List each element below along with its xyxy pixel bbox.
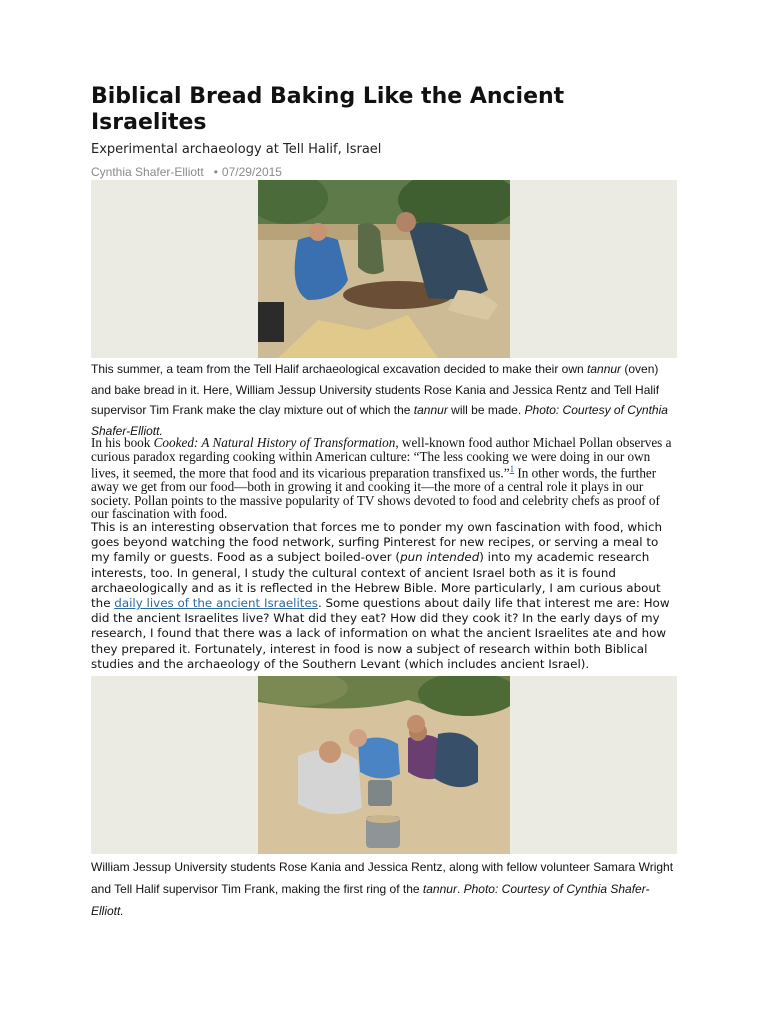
footnote-link[interactable]: 1 [509,464,515,475]
author-name[interactable]: Cynthia Shafer-Elliott [91,165,204,179]
figure-1 [91,180,677,358]
caption-term: tannur [587,362,622,376]
paragraph-research [91,520,677,672]
book-title: Cooked: A Natural History of Transformation [153,435,396,450]
emphasis-text: pun intended [400,550,480,565]
paragraph-text: In his book [91,435,154,450]
photo-credit: Photo: Courtesy of Cynthia Shafer-Elliott. [91,403,668,438]
paragraph-text: . Some questions about daily life that interest me are: How did the ancient Israelites live? What did they eat? How did they cook it? In the early days of my research, I found that there was a lack of information on what the ancient Israelites ate and how they prepared it. Fortunately, interest in food is now a subject of research within both Biblical studies and the archaeology of the Southern Levant (which includes ancient Israel). [91,596,670,671]
photo-credit: Photo: Courtesy of Cynthia Shafer-Elliott. [91,882,650,918]
paragraph-text: ) into my academic research interests, too. In general, I study the cultural context of ancient Israel both as it is found archaeologically and as it is reflected in the Hebrew Bible. More particularly, I am curious about the [91,550,661,611]
article-subtitle: Experimental archaeology at Tell Halif, Israel [91,142,382,157]
paragraph-text: This is an interesting observation that forces me to ponder my own fascination with food, which goes beyond watching the food network, surfing Pinterest for new recipes, or serving a meal to my family or guests. Food as a subject boiled-over ( [91,520,663,565]
publish-date: 07/29/2015 [221,165,282,179]
byline [91,165,282,179]
figure-1-caption [91,359,677,441]
paragraph-pollan [91,436,677,521]
caption-text: This summer, a team from the Tell Halif archaeological excavation decided to make their own [91,362,588,376]
figure-2-caption [91,856,677,922]
photo-clay-mixing[interactable] [258,180,510,358]
paragraph-text: , well-known food author Michael Pollan observes a curious paradox regarding cooking within American culture: “The less cooking we were doing in our own lives, it seemed, the more that food and its vicarious preparation transfixed us.” [91,435,672,481]
caption-text: . [456,882,464,896]
byline-separator: • [213,165,218,179]
paragraph-text: In other words, the further away we get from our food—both in growing it and cooking it—the more of a central role it plays in our society. Pollan points to the massive popularity of TV shows devoted to food and celebrity chefs as proof of our fascination with food. [91,465,660,522]
article-title: Biblical Bread Baking Like the Ancient Israelites [91,84,565,135]
daily-lives-link[interactable]: daily lives of the ancient Israelites [114,596,318,611]
caption-term: tannur [413,403,448,417]
figure-2 [91,676,677,854]
caption-term: tannur [422,882,457,896]
photo-first-ring[interactable] [258,676,510,854]
caption-text: will be made. [447,403,525,417]
caption-text: (oven) and bake bread in it. Here, William Jessup University students Rose Kania and Jessica Rentz and Tell Halif supervisor Tim Frank make the clay mixture out of which the [91,362,660,417]
caption-text: William Jessup University students Rose Kania and Jessica Rentz, along with fellow volunteer Samara Wright and Tell Halif supervisor Tim Frank, making the first ring of the [91,860,674,896]
